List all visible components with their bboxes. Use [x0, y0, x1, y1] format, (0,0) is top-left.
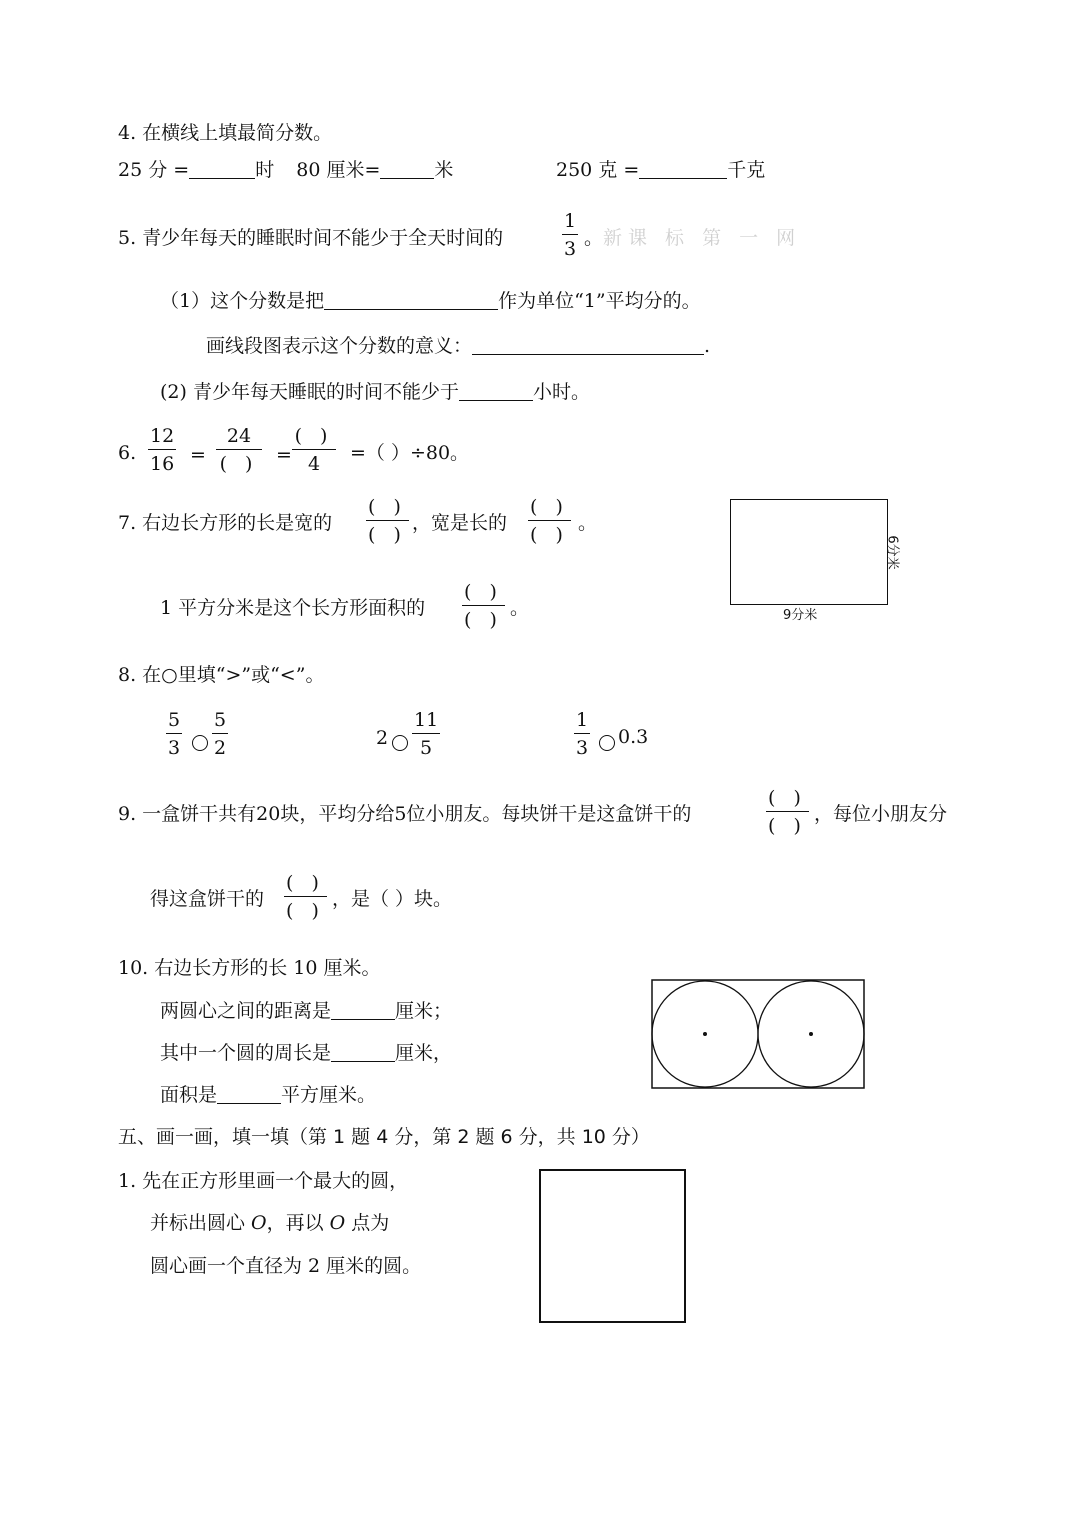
s5-q1-l2-pre: 并标出圆心: [150, 1212, 252, 1234]
q6-f3-blank[interactable]: ( ): [294, 425, 334, 447]
s5-q1-line2: [150, 1214, 389, 1233]
q10-l3-pre: 面积是: [160, 1084, 218, 1106]
q7-line2-post: 。: [510, 597, 530, 619]
q4-blank1[interactable]: [189, 160, 255, 179]
q6-equals-1: =: [190, 444, 206, 466]
q10-l2-pre: 其中一个圆的周长是: [160, 1042, 332, 1064]
q4-title: 4. 在横线上填最简分数。: [118, 122, 333, 144]
q8-c3-right: 0.3: [618, 726, 649, 748]
q10-line1: [160, 1001, 452, 1021]
q5-sub1b-post: .: [704, 335, 711, 357]
q4-line: [118, 160, 453, 180]
q6-division: =（ ）÷80。: [350, 442, 470, 464]
q6-fraction-3: [292, 427, 336, 474]
q9-line1-post: ，每位小朋友分: [814, 803, 948, 825]
s5-q1-line3: 圆心画一个直径为 2 厘米的圆。: [150, 1255, 422, 1277]
q9-line1-pre: 9. 一盒饼干共有20块，平均分给5位小朋友。每块饼干是这盒饼干的: [118, 803, 692, 825]
q9-line2-post: ，是（ ）块。: [332, 888, 453, 910]
q5-blank2[interactable]: [459, 382, 533, 401]
section5-title: 五、画一画，填一填（第 1 题 4 分，第 2 题 6 分，共 10 分）: [118, 1126, 650, 1148]
q5-sub1: [160, 291, 701, 311]
q6-f2-num: 24: [226, 425, 252, 447]
q10-center-right: [809, 1032, 813, 1036]
q7-rect-width-label: 9分米: [783, 608, 818, 623]
q6-f1-num: 12: [150, 425, 175, 447]
q8-compare-circle-1[interactable]: [192, 735, 208, 751]
q8-c3-left: [574, 711, 590, 758]
q7-fraction-2: [528, 498, 571, 545]
q5-sub2-pre: (2) 青少年每天睡眠的时间不能少于: [160, 381, 459, 403]
q4-item3: [556, 160, 765, 180]
q5-frac-den: 3: [564, 238, 577, 260]
q8-c2-left: 2: [376, 727, 389, 749]
q7-f3-num-blank[interactable]: ( ): [464, 581, 503, 603]
q10-l2-post: 厘米，: [395, 1042, 453, 1064]
q5-sub1b-pre: 画线段图表示这个分数的意义：: [206, 335, 473, 357]
q10-center-left: [703, 1032, 707, 1036]
q9-f1-num-blank[interactable]: ( ): [768, 787, 807, 809]
s5-q1-line1: 1. 先在正方形里画一个最大的圆，: [118, 1170, 409, 1192]
q10-rectangle-circles-figure: [651, 979, 866, 1090]
q6-fraction-1: [148, 427, 176, 474]
q8-c1b-den: 2: [214, 737, 227, 759]
q5-sub2-post: 小时。: [532, 381, 590, 403]
q4-unit3: 千克: [727, 159, 766, 181]
q7-f2-num-blank[interactable]: ( ): [530, 496, 569, 518]
q10-blank3[interactable]: [217, 1085, 281, 1104]
q7-rectangle: [730, 499, 888, 605]
q7-f1-den-blank[interactable]: ( ): [368, 524, 407, 546]
s5-q1-var-o2: O: [329, 1212, 346, 1234]
q6-f2-blank[interactable]: ( ): [219, 453, 259, 475]
q4-blank2[interactable]: [380, 160, 434, 179]
q8-c1a-den: 3: [168, 737, 181, 759]
q8-c3a-den: 3: [576, 737, 589, 759]
q8-c2b-den: 5: [420, 737, 433, 759]
q9-f2-num-blank[interactable]: ( ): [286, 872, 325, 894]
q5-fraction: [562, 212, 578, 259]
s5-drawing-square[interactable]: [539, 1169, 686, 1323]
q8-c3a-num: 1: [576, 709, 589, 731]
q5-title-end: [584, 229, 801, 248]
q10-title: 10. 右边长方形的长 10 厘米。: [118, 957, 381, 979]
q7-fraction-3: [462, 583, 505, 630]
q10-blank1[interactable]: [331, 1001, 395, 1020]
q7-line1-pre: 7. 右边长方形的长是宽的: [118, 512, 333, 534]
q4-item2-label: 80 厘米=: [296, 159, 381, 181]
q7-f3-den-blank[interactable]: ( ): [464, 609, 503, 631]
q9-fraction-2: [284, 874, 327, 921]
q5-sub1-post: 作为单位“1”平均分的。: [498, 290, 701, 312]
q5-blank-diagram[interactable]: [472, 336, 704, 355]
q6-equals-2: =: [276, 444, 292, 466]
q6-fraction-2: [216, 427, 262, 474]
q9-f1-den-blank[interactable]: ( ): [768, 815, 807, 837]
q8-compare-circle-2[interactable]: [392, 735, 408, 751]
q6-f3-den: 4: [307, 453, 321, 475]
q9-fraction-1: [766, 789, 809, 836]
q4-unit1: 时: [255, 159, 275, 181]
q9-line2-pre: 得这盒饼干的: [150, 888, 265, 910]
q7-f1-num-blank[interactable]: ( ): [368, 496, 407, 518]
q8-c2-right: [412, 711, 440, 758]
q7-f2-den-blank[interactable]: ( ): [530, 524, 569, 546]
s5-q1-l2-post: 点为: [345, 1212, 390, 1234]
q8-c2b-num: 11: [414, 709, 439, 731]
s5-q1-l2-mid: ，再以: [266, 1212, 330, 1234]
q10-line3: [160, 1085, 376, 1105]
q9-f2-den-blank[interactable]: ( ): [286, 900, 325, 922]
q8-title: 8. 在○里填“>”或“<”。: [118, 664, 325, 686]
q7-line1-post: 。: [578, 512, 598, 534]
q10-l3-post: 平方厘米。: [281, 1084, 377, 1106]
q7-fraction-1: [366, 498, 409, 545]
q5-sub1-pre: （1）这个分数是把: [160, 290, 325, 312]
q8-c1a-num: 5: [168, 709, 181, 731]
q4-blank3[interactable]: [639, 160, 727, 179]
q5-title: [118, 229, 503, 248]
q10-line2: [160, 1043, 452, 1063]
q7-rect-height-label: 6分米: [884, 535, 900, 570]
q5-sub2: [160, 382, 590, 402]
q5-title-text: 5. 青少年每天的睡眠时间不能少于全天时间的: [118, 227, 504, 249]
q7-line2-pre: 1 平方分米是这个长方形面积的: [160, 597, 426, 619]
q4-item1-label: 25 分 =: [118, 159, 190, 181]
q4-unit2: 米: [434, 159, 454, 181]
q8-compare-circle-3[interactable]: [599, 735, 615, 751]
q4-item3-label: 250 克 =: [556, 159, 640, 181]
q6-f1-den: 16: [150, 453, 175, 475]
q8-c1-left: [166, 711, 182, 758]
q8-c1-right: [212, 711, 228, 758]
q10-l1-pre: 两圆心之间的距离是: [160, 1000, 332, 1022]
watermark: 新课 标 第 一 网: [603, 227, 802, 249]
q10-blank2[interactable]: [331, 1043, 395, 1062]
q8-c1b-num: 5: [214, 709, 227, 731]
s5-q1-var-o1: O: [251, 1212, 267, 1234]
q5-title-period: 。: [584, 227, 604, 249]
q6-label: 6.: [118, 442, 137, 464]
q10-l1-post: 厘米；: [395, 1000, 453, 1022]
q5-sub1b: [206, 336, 710, 356]
q7-line1-mid: ，宽是长的: [412, 512, 508, 534]
q5-blank1[interactable]: [324, 291, 498, 310]
q5-frac-num: 1: [564, 210, 577, 232]
